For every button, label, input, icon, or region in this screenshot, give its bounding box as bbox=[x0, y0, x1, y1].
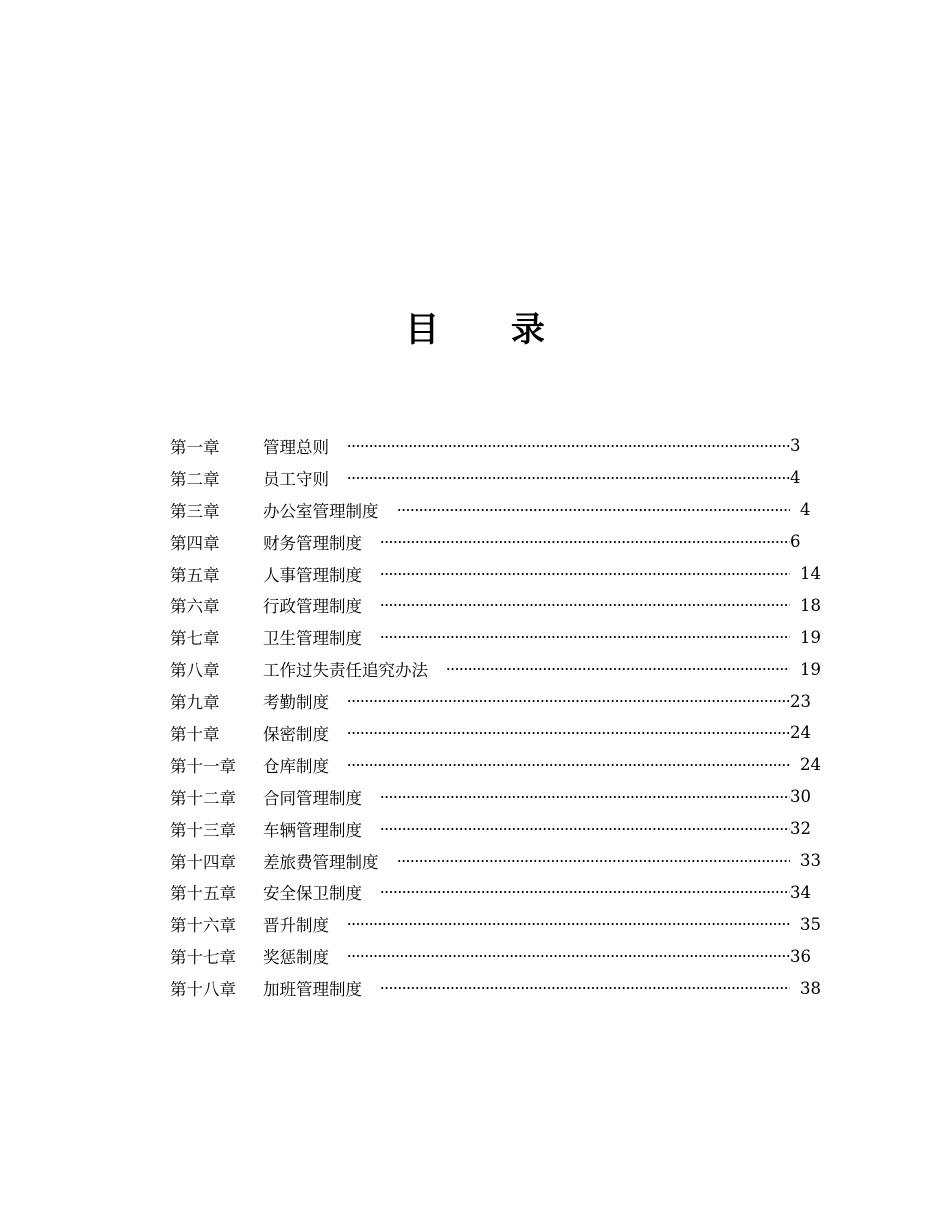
toc-entry bbox=[170, 717, 820, 749]
chapter-title: 安全保卫制度 bbox=[263, 884, 362, 904]
toc-entry bbox=[170, 908, 820, 940]
chapter-title: 工作过失责任追究办法 bbox=[263, 661, 428, 681]
toc-entry bbox=[170, 621, 820, 653]
dot-leader bbox=[347, 439, 790, 453]
page-number: 35 bbox=[800, 914, 821, 934]
chapter-number: 第九章 bbox=[170, 693, 220, 713]
page-number: 19 bbox=[800, 627, 821, 647]
dot-leader bbox=[380, 981, 790, 995]
toc-entry bbox=[170, 781, 820, 813]
chapter-number: 第十八章 bbox=[170, 980, 236, 1000]
dot-leader bbox=[347, 726, 790, 740]
page-number: 24 bbox=[790, 723, 811, 743]
chapter-number: 第八章 bbox=[170, 661, 220, 681]
chapter-title: 人事管理制度 bbox=[263, 565, 362, 585]
toc-title: 目 录 bbox=[405, 310, 575, 350]
toc-entry bbox=[170, 526, 820, 558]
page-number: 32 bbox=[790, 819, 811, 839]
toc-list bbox=[170, 430, 820, 1004]
dot-leader bbox=[380, 885, 790, 899]
chapter-number: 第十二章 bbox=[170, 788, 236, 808]
dot-leader bbox=[380, 567, 790, 581]
chapter-title: 加班管理制度 bbox=[263, 980, 362, 1000]
dot-leader bbox=[347, 694, 790, 708]
page-number: 30 bbox=[790, 787, 811, 807]
page-number: 33 bbox=[800, 851, 821, 871]
chapter-number: 第十五章 bbox=[170, 884, 236, 904]
page-number: 4 bbox=[800, 500, 811, 520]
chapter-title: 差旅费管理制度 bbox=[263, 852, 379, 872]
chapter-number: 第十章 bbox=[170, 724, 220, 744]
chapter-title: 奖惩制度 bbox=[263, 948, 329, 968]
dot-leader bbox=[380, 822, 790, 836]
chapter-number: 第十四章 bbox=[170, 852, 236, 872]
dot-leader bbox=[347, 758, 790, 772]
chapter-number: 第七章 bbox=[170, 629, 220, 649]
dot-leader bbox=[397, 854, 791, 868]
toc-entry bbox=[170, 813, 820, 845]
page-number: 19 bbox=[800, 659, 821, 679]
chapter-title: 合同管理制度 bbox=[263, 788, 362, 808]
chapter-title: 管理总则 bbox=[263, 437, 329, 457]
dot-leader bbox=[380, 535, 790, 549]
dot-leader bbox=[380, 598, 790, 612]
page-number: 18 bbox=[800, 595, 821, 615]
dot-leader bbox=[380, 630, 790, 644]
chapter-title: 行政管理制度 bbox=[263, 597, 362, 617]
page-number: 34 bbox=[790, 882, 811, 902]
toc-entry bbox=[170, 685, 820, 717]
chapter-number: 第六章 bbox=[170, 597, 220, 617]
chapter-title: 考勤制度 bbox=[263, 693, 329, 713]
chapter-title: 仓库制度 bbox=[263, 756, 329, 776]
dot-leader bbox=[397, 503, 791, 517]
page-number: 24 bbox=[800, 755, 821, 775]
dot-leader bbox=[347, 471, 790, 485]
dot-leader bbox=[446, 662, 790, 676]
toc-entry bbox=[170, 430, 820, 462]
chapter-number: 第十一章 bbox=[170, 756, 236, 776]
chapter-title: 财务管理制度 bbox=[263, 533, 362, 553]
chapter-title: 办公室管理制度 bbox=[263, 501, 379, 521]
chapter-number: 第四章 bbox=[170, 533, 220, 553]
toc-entry bbox=[170, 653, 820, 685]
page-number: 3 bbox=[790, 436, 801, 456]
toc-entry bbox=[170, 589, 820, 621]
chapter-title: 卫生管理制度 bbox=[263, 629, 362, 649]
dot-leader bbox=[347, 917, 790, 931]
page-number: 6 bbox=[790, 532, 801, 552]
toc-entry bbox=[170, 494, 820, 526]
chapter-title: 车辆管理制度 bbox=[263, 820, 362, 840]
chapter-title: 晋升制度 bbox=[263, 916, 329, 936]
toc-entry bbox=[170, 876, 820, 908]
toc-entry bbox=[170, 558, 820, 590]
chapter-title: 保密制度 bbox=[263, 724, 329, 744]
chapter-number: 第三章 bbox=[170, 501, 220, 521]
page-number: 36 bbox=[790, 946, 811, 966]
page-number: 14 bbox=[800, 564, 821, 583]
chapter-number: 第一章 bbox=[170, 437, 220, 457]
page-number: 4 bbox=[790, 468, 801, 488]
chapter-number: 第十三章 bbox=[170, 820, 236, 840]
page-number: 38 bbox=[800, 978, 821, 998]
chapter-number: 第十七章 bbox=[170, 948, 236, 968]
toc-entry bbox=[170, 845, 820, 877]
toc-entry bbox=[170, 462, 820, 494]
toc-entry bbox=[170, 940, 820, 972]
chapter-number: 第十六章 bbox=[170, 916, 236, 936]
dot-leader bbox=[347, 949, 790, 963]
dot-leader bbox=[380, 790, 790, 804]
chapter-number: 第二章 bbox=[170, 469, 220, 489]
chapter-number: 第五章 bbox=[170, 565, 220, 585]
toc-entry bbox=[170, 972, 820, 1004]
page-number: 23 bbox=[790, 691, 811, 711]
toc-entry bbox=[170, 749, 820, 781]
chapter-title: 员工守则 bbox=[263, 469, 329, 489]
